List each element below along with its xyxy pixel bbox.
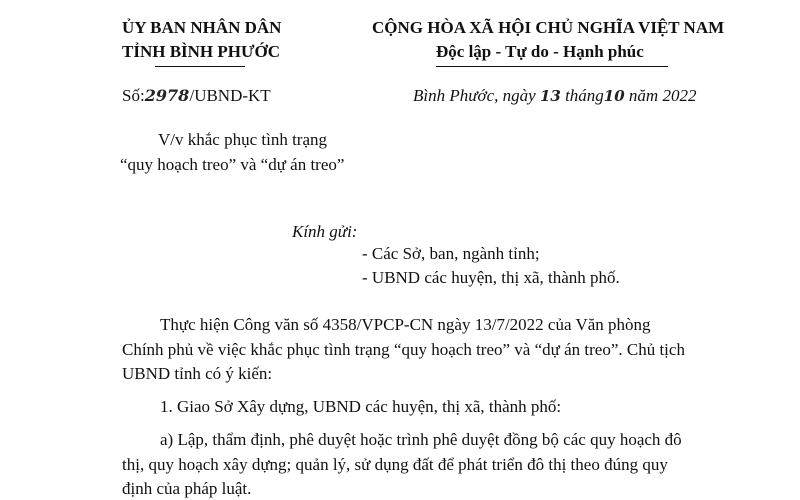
date-day: 13: [539, 87, 561, 105]
item-1: 1. Giao Sở Xây dựng, UBND các huyện, thị xã, thành phố:: [160, 397, 562, 416]
issuer-province: TỈNH BÌNH PHƯỚC: [122, 42, 281, 61]
body-line: Thực hiện Công văn số 4358/VPCP-CN ngày 13/7/2022 của Văn phòng: [160, 315, 651, 334]
body-line: UBND tỉnh có ý kiến:: [122, 364, 273, 383]
date-line: [413, 86, 696, 106]
doc-number-suffix: /UBND-KT: [189, 86, 271, 105]
date-mid: tháng: [565, 86, 604, 105]
item-1a-line: a) Lập, thẩm định, phê duyệt hoặc trình phê duyệt đồng bộ các quy hoạch đô: [160, 430, 682, 449]
item-1a-line: định của pháp luật.: [122, 479, 252, 498]
subject-line-1: V/v khắc phục tình trạng: [158, 130, 328, 149]
recipients-label: Kính gửi:: [292, 222, 358, 241]
national-title: CỘNG HÒA XÃ HỘI CHỦ NGHĨA VIỆT NAM: [372, 18, 725, 37]
recipient-item: - UBND các huyện, thị xã, thành phố.: [362, 268, 620, 287]
issuer-name: ỦY BAN NHÂN DÂN: [122, 18, 282, 37]
issuer-underline: [155, 66, 245, 67]
doc-number: [122, 86, 271, 106]
date-pre: Bình Phước, ngày: [413, 86, 536, 105]
date-post: năm 2022: [628, 86, 697, 105]
national-motto: Độc lập - Tự do - Hạnh phúc: [436, 42, 644, 61]
doc-number-handwritten: 2978: [144, 86, 190, 105]
item-1a-line: thị, quy hoạch xây dựng; quản lý, sử dụng đất để phát triển đô thị theo đúng quy: [122, 455, 668, 474]
date-month: 10: [603, 87, 625, 105]
body-line: Chính phủ về việc khắc phục tình trạng “quy hoạch treo” và “dự án treo”. Chủ tịch: [122, 340, 685, 359]
subject-line-2: “quy hoạch treo” và “dự án treo”: [120, 155, 345, 174]
recipient-item: - Các Sở, ban, ngành tỉnh;: [362, 244, 540, 263]
doc-number-prefix: Số:: [122, 86, 145, 105]
motto-underline: [436, 66, 668, 67]
